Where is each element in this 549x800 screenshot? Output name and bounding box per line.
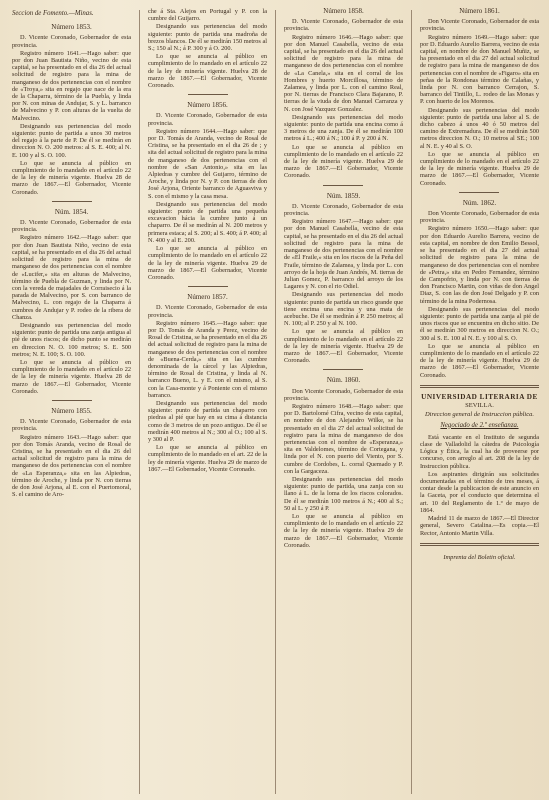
paragraph: D. Vicente Coronado, Gobernador de esta provincia. [12, 219, 132, 234]
paragraph: Lo que se anuncia al público en cumplimiento de lo mandado en el artículo 22 de la ley de minería vigente. Huelva 29 de marzo de 1867.—El Gobernador, Vicente Coronado. [283, 513, 404, 549]
paragraph: Registro número 1644.—Hago saber: que por D. Tomás de Aranda, vecino de Rosal de Cristina, se ha presentado en el dia 26 de ; y sita del actual solicitud de registro para la mina de manganeso de dos pertenencias con el nombre de «San Antonio,» sita en las Alpiedras y cumbre del Guijarro, término de Aroche, y linda por N. y P. con tierras de don José Arjona, Oriente barranco de Aguasviva y S. con el mismo y la casa mesa. [147, 127, 268, 200]
paragraph: Registro número 1650.—Hago saber: que por don Eduardo Aurelio Barrera, vecino de esta capital, en nombre de don Emilio Bessol, se ha presentado en el dia 27 del actual solicitud de registro para la mina de manganeso de dos pertenencias con el nombre de «Petra,» sita en Pedro Fernandez, término de Campofrio, y linda por N. con tierras de don Francisco Martin, con viñas de don Angel Diaz, S. con las de don José Delgado y P. con término de la mina Podernosa. [419, 225, 539, 305]
divider [52, 201, 92, 202]
paragraph: Registro número 1643.—Hago saber: que por don Tomás Aranda, vecino de Rosal de Cristina, se ha presentado en el dia 26 del actual solicitud de registro para la mina de manganeso de dos pertenencias con el nombre de «La Esperanza,» sita en las Alpiedras, término de Aroche, y linda por N. con tierras de don José Arjona, al E. con el Puertomoral, S. el camino de Aro- [12, 433, 132, 499]
paragraph: Don Vicente Coronado, Gobernador de esta provincia. [283, 387, 404, 402]
section-divider [420, 385, 539, 388]
paragraph: Lo que se anuncia al público en cumplimiento de lo mandado en el artículo 22 de la ley de minería vigente. Huelva 28 de marzo de 1867.—El Gobernador, Vicente Coronado. [147, 53, 268, 90]
paragraph: Los aspirantes dirigirán sus solicitudes documentadas en el término de tres meses, á contar desde la publicacion de este anuncio en la Gaceta, por el conducto que determina el art. 10 del Reglamento de 1.º de mayo de 1864. [419, 470, 539, 514]
section-divider [420, 543, 539, 546]
paragraph: Lo que se anuncia al público en cumplimiento de lo mandado en el artículo 22 de la ley de minería vigente. Huelva 29 de marzo de 1867.—El Gobernador, Vicente Coronado. [283, 328, 404, 365]
paragraph: Registro número 1646.—Hago saber: que por don Manuel Casabella, vecino de esta capital, se ha presentado en el dia 26 del actual solicitud de registro para la mina de manganeso de dos pertenencias con el nombre de «La Canela,» sita en el corral de los Hombres y huerto Morcillosa, término de Zalamea, y linda por L. con el camino Real, por N. tierras de Francisco Clara Bajarano, P. tierras de la viuda de don Manuel Carranza y N. con José Vazquez Gonzalez. [283, 33, 404, 113]
column-2 [148, 8, 267, 794]
column-separator [411, 10, 412, 794]
paragraph: D. Vicente Coronado, Gobernador de esta provincia. [283, 202, 404, 218]
paragraph: che á Sta. Alejos en Portugal y P. con la cumbre del Guijarro. [147, 8, 268, 23]
notice-number: Núm. 1860. [326, 376, 361, 385]
paragraph: Designando sus pertenencias del modo siguiente: punto de partida un chaparro con piedras al pié que hay en su cima á distancia como de 3 metros de un pozo antiguo. De él se medirán 400 metros al N.; 300 al O.; 100 al S. y 300 al P. [147, 399, 268, 443]
paragraph: Designando sus pertenencias del modo siguiente: punto de partida una madroña de brezos blancos. De él se medirán 150 metros al S.; 150 al N.; á P. 300 y á O. 200. [147, 23, 268, 53]
paragraph: Lo que se anuncia al público en cumplimiento de lo mandado en el artículo 22 de la ley de minería vigente. Huelva 29 de marzo de 1867.—El Gobernador, Vicente Coronado. [419, 150, 539, 187]
paragraph: D. Vicente Coronado, Gobernador de esta provincia. [147, 304, 268, 319]
paragraph: Don Vicente Coronado, Gobernador de esta provincia. [419, 18, 539, 33]
paragraph: Lo que se anuncia al público en cumplimiento de lo mandado en el artículo 22 de la ley de minería vigente. Huelva 29 de marzo de 1867.—El Gobernador, Vicente Coronado. [419, 342, 539, 379]
university-heading: UNIVERSIDAD LITERARIA DE [421, 392, 538, 401]
column-4 [420, 8, 539, 794]
paragraph: Lo que se anuncia al público en cumplimiento de lo mandado en el artículo 22 de la ley de minería vigente. Huelva 29 de marzo de 1867.—El Gobernador, Vicente Coronado. [147, 245, 268, 281]
paragraph: Designando sus pertenencias del modo siguiente: punto de partida un risco grande que tiene encima una encina y una mata de acebuche. De él se medirán á P. 250 metros; al N. 100; al P. 250 y al N. 100. [283, 291, 404, 328]
notice-number: Núm. 1854. [54, 207, 89, 216]
paragraph: Madrid 11 de marzo de 1867.—El Director general, Severo Catalina.—Es copia.—El Rector, Antonio Martin Villa. [419, 515, 539, 537]
columns [12, 8, 539, 794]
notice-number: Número 1858. [323, 8, 364, 15]
paragraph: D. Vicente Coronado, Gobernador de esta provincia. [147, 112, 268, 127]
paragraph: Designando sus pertenencias del modo siguiente: punto de partida una zanja antigua al pié de unos riscos; de dicho punto se medirán en direccion N. O. 100 metros; S. E. 500 metros; N. E. 100; S. O. 100. [12, 321, 132, 358]
column-separator [275, 10, 276, 794]
paragraph: Registro número 1642.—Hago saber: que por don Juan Bautista Niño, vecino de esta capital, se ha presentado en el dia 26 del actual solicitud de registro para la mina de manganeso de dos pertenencias con el nombre de «Lucifer,» sita en alturas de Malvecino, término de Puebla de Guzman, y linda por N. con la vereda de majadales de Corraisecio á la parada de Malvecino, por S. con barranco de Malvecino, L. con regajo de la Chaparra á cumbres de Andujar y P. rodeo de la ribera de Chanza. [12, 234, 132, 321]
paragraph: D. Vicente Coronado, Gobernador de esta provincia. [12, 418, 132, 433]
notice-number: Número 1856. [187, 101, 228, 110]
direction-heading: Direccion general de Instruccion pública. [424, 411, 534, 419]
university-city: SEVILLA. [465, 401, 494, 409]
column-3 [284, 8, 403, 794]
paragraph: D. Vicente Coronado, Gobernador de esta provincia. [12, 34, 132, 49]
notice-number: Número 1855. [51, 406, 92, 415]
paragraph: Designando sus pertenencias del modo siguiente: punto de partida, una zanja con su llano á L. de la loma de los riscos colorados. De él se medirán 100 metros á N.; 400 al S.; 50 al L. y 250 á P. [283, 475, 404, 512]
paragraph: Está vacante en el Instituto de segunda clase de Valladolid la cátedra de Psicología Lógica y Ética, la cual ha de proveerse por concurso, con arreglo al art. 208 de la ley de Instruccion pública. [419, 433, 539, 470]
notice-number: Núm. 1862. [462, 198, 497, 207]
paragraph: Don Vicente Coronado, Gobernador de esta provincia. [419, 210, 539, 225]
divider [188, 94, 228, 95]
divider [323, 185, 363, 186]
paragraph: Registro número 1641.—Hago saber: que por don Juan Bautista Niño, vecino de esta capital, se ha presentado en el dia 26 del actual solicitud de registro para la mina de manganeso de dos pertenencias con el nombre de «Troya,» sita en regajo que nace de la era de la Chaparra, término de la Puebla, y linda por N. con minas de Andujar, S. y L. barranco de Malvecino y P. con alturas de la vuelta de Malvecino. [12, 49, 132, 122]
paragraph: Registro número 1647.—Hago saber: que por don Manuel Casabella, vecino de esta capital, se ha presentado en el dia 26 del actual solicitud de registro para la mina de manganeso de dos pertenencias con el nombre de «El Fraile,» sita en los riscos de la Peña del Fraile, término de Zalamea, y linda por L. con arroyo de la hoja de Juan Andrés, M. tierras de Julian Gomez, P. barranco del arroyo de los Lagares y N. con el rio Odiel. [283, 218, 404, 291]
paragraph: Registro número 1645.—Hago saber: que por D. Tomás de Aranda y Perez, vecino de Rosal de Cristina, se ha presentado en el dia 26 del actual solicitud de registro para la mina de manganeso de dos pertenencias con el nombre de «Buena-Cerda,» sita en las cumbre denominada de la cárcel y las Alpiedras, término de Rosal de Cristina, y linda al N. barranco Bueno, L. y E. con el mismo, al S. con la Casa-monte y á Poniente con el mismo barranco. [147, 319, 268, 399]
printer-imprint: Imprenta del Boletin oficial. [443, 553, 516, 561]
paragraph: Designando sus pertenencias del modo siguiente: punto de partida una pequeña excavacion hácia la cumbre junto á un chaparro. De él se medirán al N. 200 metros y primera estaca; al S. 200; al S. 400; á P. 400; al N. 400 y al E. 200. [147, 200, 268, 244]
column-1 [12, 8, 131, 794]
paragraph: Designando sus pertenencias del modo siguiente: punto de partida una labor al S. de dicho cabezo á unos 40 ó 50 metros del camino de Extremadura. De él se medirán 500 metros direccion N. O.; 10 metros al SE.; 100 al N. E. y 40 al S. O. [419, 106, 539, 150]
negociado-heading: Negociado de 2.º enseñanza. [440, 421, 519, 429]
column-separator [139, 10, 140, 794]
notice-number: Núm. 1859. [326, 191, 361, 200]
paragraph: Lo que se anuncia al público en cumplimiento de lo mandado en el artículo 22 de la ley de minería vigente. Huelva 28 de marzo de 1867.—El Gobernador, Vicente Coronado. [12, 159, 132, 196]
notice-number: Número 1861. [459, 8, 500, 15]
notice-number: Número 1857. [187, 293, 228, 302]
paragraph: Designando sus pertenencias del modo siguiente: punto de partida una zanja al pié de unos riscos que se encuentra en dicho sitio. De él se medirán 300 metros en direccion N. O.; 300 al S. E. 100 al N. E. y 100 al S. O. [419, 305, 539, 342]
paragraph: Designando sus pertenencias del modo siguiente: punto de partida una encina como á 3 metros de una zanja. De él se medirán 100 metros á L.; 400 á N.; 100 á P. y 200 á N. [283, 113, 404, 143]
section-heading: Seccion de Fomento.—Minas. [12, 10, 94, 17]
divider [188, 286, 228, 287]
divider [459, 192, 499, 193]
paragraph: D. Vicente Coronado, Gobernador de esta provincia. [283, 18, 404, 33]
paragraph: Designando sus pertenencias del modo siguiente: punto de partida a unos 30 metros del regajo á la parte de P. De él se medirán en direccion N. O. 200 metros: al S. E. 400; al N. E. 100 y al S. O. 100. [12, 122, 132, 159]
paragraph: Registro número 1648.—Hago saber: que por D. Bartolomé Cifra, vecino de esta capital, en nombre de don Alejandro Wilke, se ha presentado en el dia 27 del actual solicitud de registro para la mina de manganeso de dos pertenencias con el nombre de «Esperanza,» sita en Valdelomes, término de Cortegana, y linda por el N. con puerto del Viento, por S. cumbre de Cordobes, L. corral Quemado y P. con la Gargaceza. [283, 402, 404, 475]
paragraph: Lo que se anuncia al público en cumplimiento de lo mandado en el artículo 22 de la ley de minería vigente. Huelva 29 de marzo de 1867.—El Gobernador, Vicente Coronado. [283, 143, 404, 180]
divider [323, 369, 363, 370]
paragraph: Lo que se anuncia al público en cumplimiento de lo mandado en el art. 22 de la ley de minería vigente. Huelva 29 de marzo de 1867.—El Gobernador, Vicente Coronado. [147, 444, 268, 473]
paragraph: Registro número 1649.—Hago saber: que por D. Eduardo Aurelio Barrera, vecino de esta capital, en nombre de don Manuel Muñiz, se ha presentado en el dia 27 del actual solicitud de registro para la mina de manganeso de dos pertenencias con el nombre de «Figaro» sita en peñas de la Rondonas término de Calañas, y linda por N. con barranco Cerrajon, S. barranco del Tintillo, L. rodeo de las Monas y P. con huerto de los Morenos. [419, 33, 539, 106]
paragraph: Lo que se anuncia al público en cumplimiento de lo mandado en el artículo 22 de la ley de minería vigente. Huelva 28 de marzo de 1867.—El Gobernador, Vicente Coronado. [12, 358, 132, 395]
notice-number: Número 1853. [51, 23, 92, 32]
divider [52, 400, 92, 401]
